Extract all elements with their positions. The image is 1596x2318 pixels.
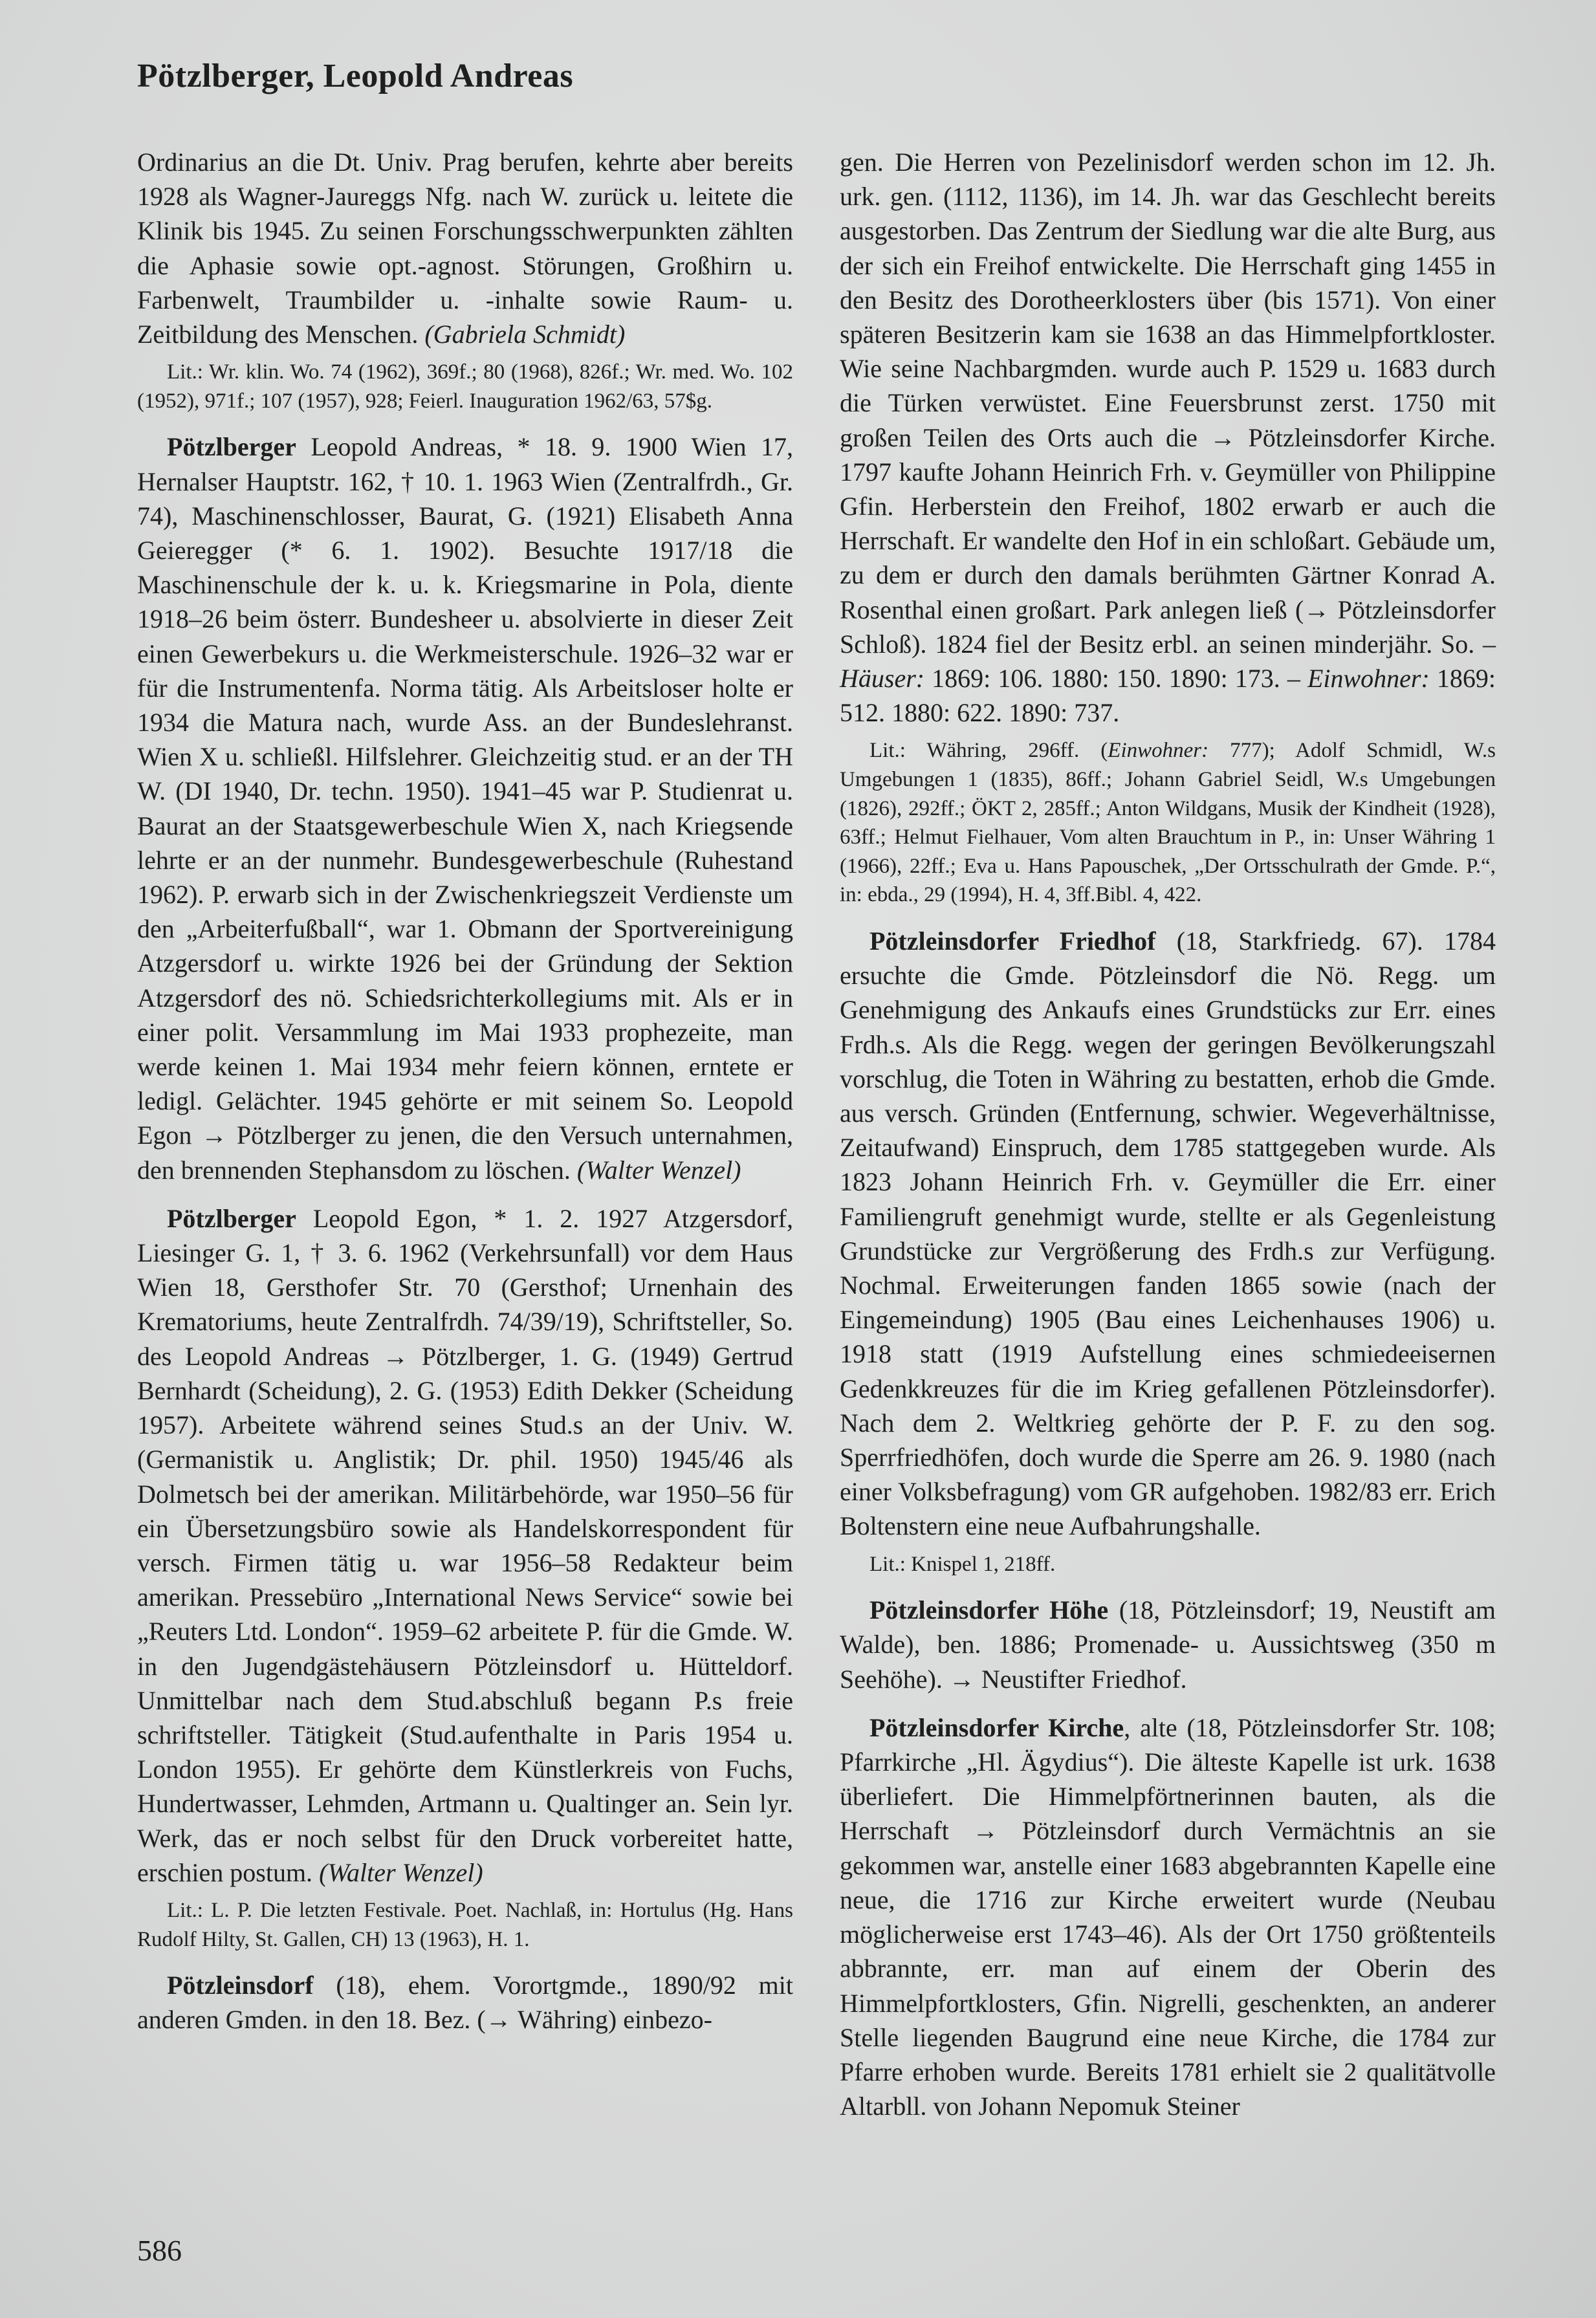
lit-text: 777); Adolf Schmidl, W.s Umgebungen 1 (1835), 86ff.; Johann Gabriel Seidl, W.s Umgebungen (1826), 292ff.; ÖKT 2, 285ff.; Anton Wildgans, Musik der Kindheit (1928), 63ff.; Helmut Fielhauer, Vom alten Brauchtum in P., in: Unser Währing 1 (1966), 22ff.; Eva u. Hans Papouschek, „Der Ortsschulrath der Gmde. P.“, in: ebda., 29 (1994), H. 4, 3ff.Bibl. 4, 422. [840,739,1496,907]
lit-text: Lit.: Währing, 296ff. ( [869,739,1108,763]
literature-note: Lit.: L. P. Die letzten Festivale. Poet. Nachlaß, in: Hortulus (Hg. Hans Rudolf Hilty, St. Gallen, CH) 13 (1963), H. 1. [137,1898,793,1951]
entry-text: Leopold Egon, * 1. 2. 1927 Atzgersdorf, Liesinger G. 1, † 3. 6. 1962 (Verkehrsunfall) vor dem Haus Wien 18, Gersthofer Str. 70 (Gersthof; Urnenhain des Krematoriums, heute Zentralfrdh. 74/39/19), Schriftsteller, So. des Leopold Andreas → Pötzlberger, 1. G. (1949) Gertrud Bernhardt (Scheidung), 2. G. (1953) Edith Dekker (Scheidung 1957). Arbeitete während seines Stud.s an der Univ. W. (Germanistik u. Anglistik; Dr. phil. 1950) 1945/46 als Dolmetsch bei der amerikan. Militärbehörde, war 1950–56 für ein Übersetzungsbüro sowie als Handelskorrespondent für versch. Firmen tätig u. war 1956–58 Redakteur beim amerikan. Pressebüro „International News Service“ sowie bei „Reuters Ltd. London“. 1959–62 arbeitete P. für die Gmde. W. in den Jugendgästehäusern Pötzleinsdorf u. Hütteldorf. Unmittelbar nach dem Stud.abschluß begann P.s freie schriftsteller. Tätigkeit (Stud.aufenthalte in Paris 1954 u. London 1955). Er gehörte dem Künstlerkreis von Fuchs, Hundertwasser, Lehmden, Artmann u. Qualtinger an. Sein lyr. Werk, das er noch selbst für den Druck vorbereitet hatte, erschien postum. [137,1203,793,1887]
headword: Pötzlberger [167,1203,296,1233]
entry-text: (18, Pötzleinsdorf; 19, Neustift am Walde), ben. 1886; Promenade- u. Aussichtsweg (350 m Seehöhe). → Neustifter Friedhof. [840,1595,1496,1694]
right-column [840,145,1496,2123]
author-signature: (Walter Wenzel) [319,1857,483,1887]
entry-text: (18), ehem. Vorortgmde., 1890/92 mit anderen Gmden. in den 18. Bez. (→ Währing) einbezo- [137,1971,793,2035]
headword: Pötzlberger [167,432,296,462]
entry-continuation [840,145,1496,730]
entry-poetzleinsdorf [137,1968,793,2037]
entry-poetzleinsdorfer-hoehe [840,1593,1496,1696]
entry-poetzleinsdorfer-friedhof [840,924,1496,1544]
left-column [137,145,793,2037]
entry-text: 1869: 106. 1880: 150. 1890: 173. – [924,664,1307,694]
entry-text: Leopold Andreas, * 18. 9. 1900 Wien 17, Hernalser Hauptstr. 162, † 10. 1. 1963 Wien (Zentralfrdh., Gr. 74), Maschinenschlosser, Baurat, G. (1921) Elisabeth Anna Geieregger (* 6. 1. 1902). Besuchte 1917/18 die Maschinenschule der k. u. k. Kriegsmarine in Pola, diente 1918–26 beim österr. Bundesheer u. absolvierte in dieser Zeit einen Gewerbekurs u. die Werkmeisterschule. 1926–32 war er für die Instrumentenfa. Norma tätig. Als Arbeitsloser holte er 1934 die Matura nach, wurde Ass. an der Bundeslehranst. Wien X u. schließl. Hilfslehrer. Gleichzeitig stud. er an der TH W. (DI 1940, Dr. techn. 1950). 1941–45 war P. Studienrat u. Baurat an der Staatsgewerbeschule Wien X, nach Kriegsende lehrte er an der nunmehr. Bundesgewerbeschule (Ruhestand 1962). P. erwarb sich in der Zwischenkriegszeit Verdienste um den „Arbeiterfußball“, war 1. Obmann der Sportvereinigung Atzgersdorf u. wirkte 1926 bei der Gründung der Sektion Atzgersdorf des nö. Schiedsrichterkollegiums mit. Als er in einer polit. Versammlung im Mai 1933 prophezeite, man werde keinen 1. Mai 1934 mehr feiern können, erntete er ledigl. Gelächter. 1945 gehörte er mit seinem So. Leopold Egon → Pötzlberger zu jenen, die den Versuch unternahmen, den brennenden Stephansdom zu löschen. [137,432,793,1185]
label-haeuser: Häuser: [840,664,925,694]
headword: Pötzleinsdorfer Höhe [869,1595,1109,1625]
headword: Pötzleinsdorfer Friedhof [869,926,1156,956]
page-number: 586 [137,2234,182,2267]
label-einwohner: Einwohner: [1307,664,1430,694]
entry-text: Ordinarius an die Dt. Univ. Prag berufen, kehrte aber bereits 1928 als Wagner-Jaureggs Nfg. nach W. zurück u. leitete die Klinik bis 1945. Zu seinen Forschungsschwerpunkten zählten die Aphasie sowie opt.-agnost. Störungen, Großhirn u. Farbenwelt, Traumbilder u. -inhalte sowie Raum- u. Zeitbildung des Menschen. [137,148,793,349]
headword: Pötzleinsdorfer Kirche [869,1712,1124,1742]
entry-poetzlberger-leopold-andreas [137,430,793,1186]
literature-note: Lit.: Wr. klin. Wo. 74 (1962), 369f.; 80 (1968), 826f.; Wr. med. Wo. 102 (1952), 971f.; 107 (1957), 928; Feierl. Inauguration 1962/63, 57$g. [137,360,793,413]
label-einwohner: Einwohner: [1108,739,1209,763]
author-signature: (Gabriela Schmidt) [424,320,626,349]
author-signature: (Walter Wenzel) [576,1155,741,1185]
running-head: Pötzlberger, Leopold Andreas [137,58,574,94]
literature-note [840,736,1496,910]
literature-note: Lit.: Knispel 1, 218ff. [869,1552,1056,1576]
entry-poetzleinsdorfer-kirche [840,1711,1496,2123]
entry-text: 1869: 512. 1880: 622. 1890: 737. [840,664,1496,728]
entry-text: gen. Die Herren von Pezelinisdorf werden schon im 12. Jh. urk. gen. (1112, 1136), im 14. Jh. war das Geschlecht bereits ausgestorben. Das Zentrum der Siedlung war die alte Burg, aus der sich ein Freihof entwickelte. Die Herrschaft ging 1455 in den Besitz des Dorotheerklosters über (bis 1571). Von einer späteren Besitzerin kam sie 1638 an das Himmelpfortkloster. Wie seine Nachbargmden. wurde auch P. 1529 u. 1683 durch die Türken verwüstet. Eine Feuersbrunst zerst. 1750 mit großen Teilen des Orts auch die → Pötzleinsdorfer Kirche. 1797 kaufte Johann Heinrich Frh. v. Geymüller von Philippine Gfin. Herberstein den Freihof, 1802 erwarb er auch die Herrschaft. Er wandelte den Hof in ein schloßart. Gebäude um, zu dem er durch den damals berühmten Gärtner Konrad A. Rosenthal einen großart. Park anlegen ließ (→ Pötzleinsdorfer Schloß). 1824 fiel der Besitz erbl. an seinen minderjähr. So. – [840,148,1496,659]
headword: Pötzleinsdorf [167,1971,314,2000]
entry-poetzlberger-leopold-egon [137,1201,793,1890]
entry-continuation [137,145,793,351]
entry-text: (18, Starkfriedg. 67). 1784 ersuchte die Gmde. Pötzleinsdorf die Nö. Regg. um Genehmigung des Ankaufs eines Grundstücks zur Err. eines Frdh.s. Als die Regg. wegen der geringen Bevölkerungszahl vorschlug, die Toten in Währing zu bestatten, erhob die Gmde. aus versch. Gründen (Entfernung, schwier. Wegeverhältnisse, Zeitaufwand) Einspruch, dem 1785 stattgegeben wurde. Als 1823 Johann Heinrich Frh. v. Geymüller die Err. einer Familiengruft genehmigt wurde, stellte er als Gegenleistung Grundstücke zur Vergrößerung des Frdh.s zur Verfügung. Nochmal. Erweiterungen fanden 1865 sowie (nach der Eingemeindung) 1905 (Bau eines Leichenhauses 1906) u. 1918 statt (1919 Aufstellung eines schmiedeeisernen Gedenkkreuzes für die im Krieg gefallenen Pötzleinsdorfer). Nach dem 2. Weltkrieg gehörte der P. F. zu den sog. Sperrfriedhöfen, doch wurde die Sperre am 26. 9. 1980 (nach einer Volksbefragung) vom GR aufgehoben. 1982/83 err. Erich Boltenstern eine neue Aufbahrungshalle. [840,926,1496,1541]
entry-text: , alte (18, Pötzleinsdorfer Str. 108; Pfarrkirche „Hl. Ägydius“). Die älteste Kapelle ist urk. 1638 überliefert. Die Himmelpförtnerinnen bauten, als die Herrschaft → Pötzleinsdorf durch Vermächtnis an sie gekommen war, anstelle einer 1683 abgebrannten Kapelle eine neue, die 1716 zur Kirche erweitert wurde (Neubau möglicherweise erst 1743–46). Als der Ort 1750 größtenteils abbrannte, err. man auf einem der Oberin des Himmelpfortklosters, Gfin. Nigrelli, geschenkten, an anderer Stelle liegenden Baugrund eine neue Kirche, die 1784 zur Pfarre erhoben wurde. Bereits 1781 erhielt sie 2 qualitätvolle Altarbll. von Johann Nepomuk Steiner [840,1712,1496,2121]
